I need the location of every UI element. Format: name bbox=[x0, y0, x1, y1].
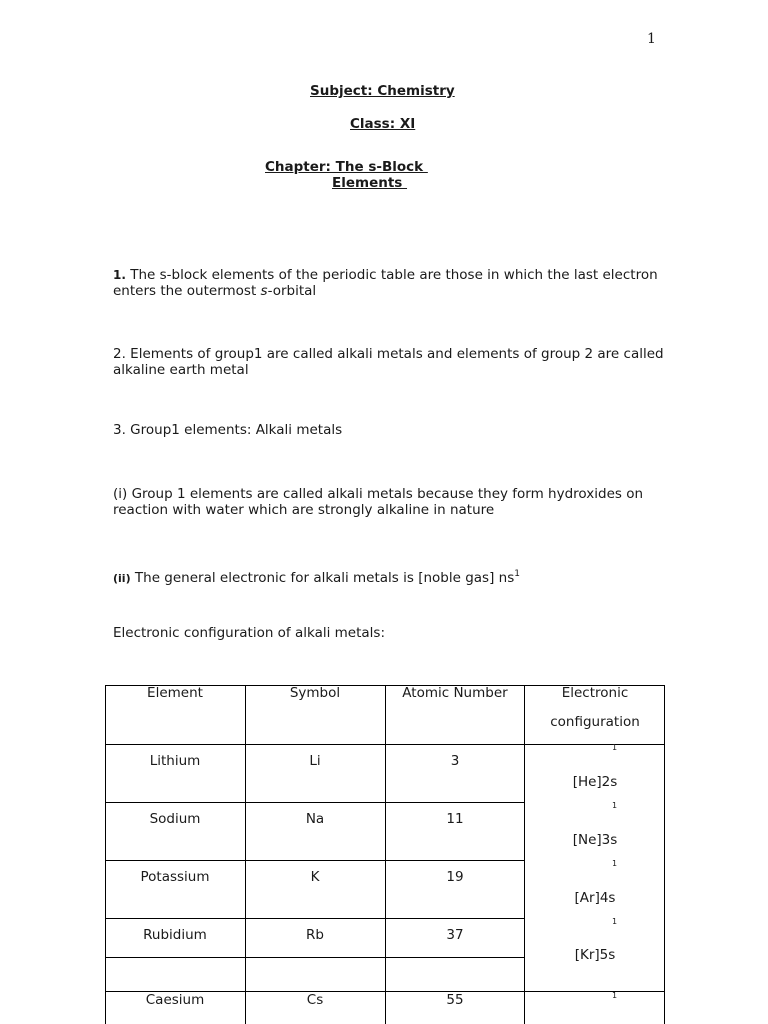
table-row-config-superscript: 1 bbox=[612, 917, 618, 926]
table-row-element: Lithium bbox=[149, 753, 201, 769]
point-1 bbox=[113, 267, 673, 299]
table-row-symbol: Na bbox=[305, 811, 325, 827]
point-3-ii bbox=[113, 566, 673, 587]
table-row-symbol: Rb bbox=[306, 927, 324, 943]
table-row-atomic-number: 19 bbox=[446, 869, 464, 885]
chapter-heading-line2: Elements bbox=[332, 175, 408, 191]
table-row-config: [Ne]3s bbox=[572, 832, 618, 848]
table-row-atomic-number: 55 bbox=[446, 992, 464, 1008]
table-row-config: [Ar]4s bbox=[574, 890, 616, 906]
point-3-i: (i) Group 1 elements are called alkali metals because they form hydroxides on reaction with water which are strongly alkaline in nature bbox=[113, 486, 644, 518]
point-2: 2. Elements of group1 are called alkali metals and elements of group 2 are called alkaline earth metal bbox=[113, 346, 664, 378]
table-row-atomic-number: 3 bbox=[450, 753, 460, 769]
header-symbol: Symbol bbox=[289, 685, 341, 701]
table-row-config-superscript: 1 bbox=[612, 859, 618, 868]
point-1-number: 1. bbox=[113, 268, 126, 282]
header-atomic-number: Atomic Number bbox=[402, 685, 508, 701]
table-row-element: Rubidium bbox=[143, 927, 207, 943]
table-row-config: [He]2s bbox=[572, 774, 618, 790]
point-3-ii-label: (ii) bbox=[113, 572, 131, 585]
header-config-line1: Electronic bbox=[561, 685, 629, 701]
table-row-symbol: K bbox=[310, 869, 320, 885]
table-row-atomic-number: 11 bbox=[446, 811, 464, 827]
table-row-symbol: Li bbox=[309, 753, 321, 769]
point-3-ii-superscript: 1 bbox=[514, 569, 520, 579]
subject-heading: Subject: Chemistry bbox=[310, 83, 455, 99]
table-row-config: [Kr]5s bbox=[574, 947, 616, 963]
chapter-heading-line1: Chapter: The s-Block bbox=[265, 159, 428, 175]
config-intro: Electronic configuration of alkali metals: bbox=[113, 625, 386, 641]
table-row-config-superscript: 1 bbox=[612, 991, 618, 1000]
table-row-symbol: Cs bbox=[306, 992, 324, 1008]
table-row-config-superscript: 1 bbox=[612, 743, 618, 752]
table-row-element: Caesium bbox=[145, 992, 205, 1008]
table-row-element: Potassium bbox=[140, 869, 210, 885]
point-1-text: The s-block elements of the periodic table are those in which the last electron enters the outermost bbox=[113, 267, 658, 299]
point-1-text-end: -orbital bbox=[267, 283, 317, 299]
electronic-configuration-table bbox=[105, 685, 665, 1024]
class-heading: Class: XI bbox=[350, 116, 416, 132]
header-config-line2: configuration bbox=[550, 714, 640, 730]
point-3-ii-text: The general electronic for alkali metals is [noble gas] ns bbox=[130, 570, 515, 586]
table-row-element: Sodium bbox=[149, 811, 201, 827]
table-row-config-superscript: 1 bbox=[612, 801, 618, 810]
header-element: Element bbox=[147, 685, 203, 701]
point-3: 3. Group1 elements: Alkali metals bbox=[113, 422, 343, 438]
table-row-atomic-number: 37 bbox=[446, 927, 464, 943]
point-1-italic: s bbox=[260, 283, 268, 299]
page-number: 1 bbox=[647, 31, 656, 47]
